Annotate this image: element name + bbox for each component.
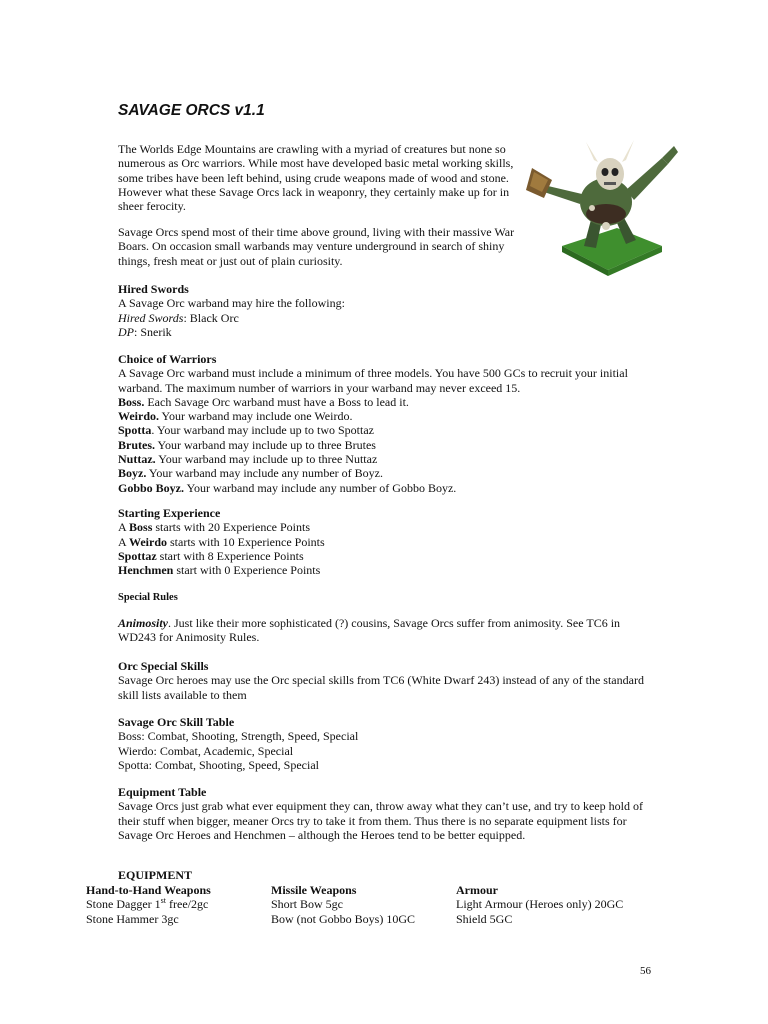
equipment-column-title: Armour (456, 883, 498, 897)
choice-item-text: Each Savage Orc warband must have a Boss to lead it. (144, 394, 409, 409)
experience-item-name: Spottaz (118, 548, 157, 563)
hired-swords-value-line (118, 311, 518, 325)
experience-item-text: starts with 20 Experience Points (152, 520, 310, 535)
experience-item (118, 563, 518, 577)
dp-line (118, 325, 518, 339)
choice-item-text: Your warband may include up to three Brutes (155, 437, 376, 452)
choice-item-name: Spotta (118, 423, 152, 438)
experience-item (118, 549, 518, 563)
animosity-text: . Just like their more sophisticated (?) cousins, Savage Orcs suffer from animosity. See TC6 in WD243 for Animosity Rules. (118, 616, 621, 645)
equipment-column-hand-to-hand (86, 883, 211, 926)
choice-item-text: Your warband may include one Weirdo. (159, 409, 353, 424)
equipment-column-missile (271, 883, 415, 926)
hired-swords-label: Hired Swords (118, 310, 184, 325)
choice-item-text: Your warband may include any number of Gobbo Boyz. (184, 480, 457, 495)
experience-item-text: start with 0 Experience Points (173, 563, 321, 578)
equipment-item: Stone Hammer 3gc (86, 911, 179, 926)
choice-item-name: Brutes. (118, 437, 155, 452)
equipment-table-section (118, 785, 658, 842)
skill-table-row: Boss: Combat, Shooting, Strength, Speed, Special (118, 729, 359, 744)
equipment-item: Short Bow 5gc (271, 897, 343, 912)
choice-heading: Choice of Warriors (118, 352, 217, 366)
special-rules-heading: Special Rules (118, 592, 178, 603)
choice-item-text: Your warband may include any number of Boyz. (146, 466, 383, 481)
skill-table-heading: Savage Orc Skill Table (118, 715, 235, 729)
choice-item (118, 423, 658, 437)
experience-item-name: Weirdo (129, 534, 168, 549)
dp-value: : Snerik (134, 324, 172, 339)
equipment-item-sup: st (160, 896, 166, 906)
hired-swords-section (118, 282, 518, 339)
equipment-item-text-rest: free/2gc (166, 897, 209, 912)
choice-intro: A Savage Orc warband must include a minimum of three models. You have 500 GCs to recruit your initial warband. The maximum number of warriors in your warband may never exceed 15. (118, 366, 628, 395)
orc-skills-heading: Orc Special Skills (118, 659, 209, 673)
equipment-item-text: Stone Dagger 1 (86, 897, 161, 912)
intro-paragraph-2: Savage Orcs spend most of their time above ground, living with their massive War Boars. On occasion small warbands may venture underground in search of shiny things, fresh meat or just out of plain curiosity. (118, 225, 515, 268)
experience-item-name: Boss (129, 520, 153, 535)
choice-item-name: Weirdo. (118, 409, 159, 424)
experience-heading: Starting Experience (118, 506, 221, 520)
starting-experience-section (118, 506, 518, 577)
hired-swords-value: : Black Orc (183, 310, 239, 325)
equipment-table-text: Savage Orcs just grab what ever equipment they can, throw away what they can’t use, and try to keep hold of their stuff when bigger, meaner Orcs try to take it from them. Thus there is no separate equipment lists for Savage Orc Heroes and Henchmen – although the Heroes tend to be better equipped. (118, 799, 643, 842)
skill-table-row: Spotta: Combat, Shooting, Speed, Special (118, 757, 319, 772)
orc-skills-text: Savage Orc heroes may use the Orc special skills from TC6 (White Dwarf 243) instead of any of the standard skill lists available to them (118, 673, 644, 702)
experience-item (118, 535, 518, 549)
choice-item (118, 395, 658, 409)
equipment-item: Shield 5GC (456, 911, 513, 926)
savage-orc-miniature-image (522, 128, 682, 280)
equipment-item (86, 897, 211, 911)
equipment-column-title: Hand-to-Hand Weapons (86, 883, 211, 897)
choice-item-text: Your warband may include up to three Nuttaz (155, 452, 378, 467)
experience-item-pre: A (118, 534, 130, 549)
choice-item-name: Gobbo Boyz. (118, 480, 185, 495)
equipment-heading: EQUIPMENT (118, 868, 193, 882)
equipment-item: Light Armour (Heroes only) 20GC (456, 897, 624, 912)
skill-table-row: Wierdo: Combat, Academic, Special (118, 743, 294, 758)
page-number: 56 (640, 965, 651, 977)
choice-item (118, 452, 658, 466)
experience-item-text: starts with 10 Experience Points (167, 534, 325, 549)
dp-label: DP (118, 324, 134, 339)
hired-swords-heading: Hired Swords (118, 282, 189, 296)
equipment-column-title: Missile Weapons (271, 883, 357, 897)
choice-item-name: Nuttaz. (118, 452, 156, 467)
hired-swords-line: A Savage Orc warband may hire the following: (118, 296, 345, 311)
choice-item-text: . Your warband may include up to two Spottaz (151, 423, 374, 438)
orc-special-skills-section (118, 659, 658, 702)
equipment-column-armour (456, 883, 623, 926)
choice-item (118, 409, 658, 423)
intro-paragraph-1: The Worlds Edge Mountains are crawling with a myriad of creatures but none so numerous as Orc warriors. While most have developed basic metal working skills, some tribes have been left behind, using crude weapons made of wood and stone. However what these Savage Orcs lack in weaponry, they certainly make up for in sheer ferocity. (118, 142, 514, 214)
choice-item (118, 438, 658, 452)
choice-of-warriors-section (118, 352, 658, 495)
equipment-item: Bow (not Gobbo Boys) 10GC (271, 911, 416, 926)
experience-item-pre: A (118, 520, 130, 535)
experience-item-text: start with 8 Experience Points (156, 548, 304, 563)
experience-item (118, 520, 518, 534)
choice-item (118, 481, 658, 495)
choice-item-name: Boyz. (118, 466, 147, 481)
choice-item (118, 466, 658, 480)
animosity-rule (118, 616, 658, 645)
page-title: SAVAGE ORCS v1.1 (118, 102, 265, 119)
experience-item-name: Henchmen (118, 563, 174, 578)
choice-item-name: Boss. (118, 394, 145, 409)
skill-table-section (118, 715, 658, 772)
animosity-label: Animosity (118, 616, 169, 630)
equipment-table-heading: Equipment Table (118, 785, 207, 799)
